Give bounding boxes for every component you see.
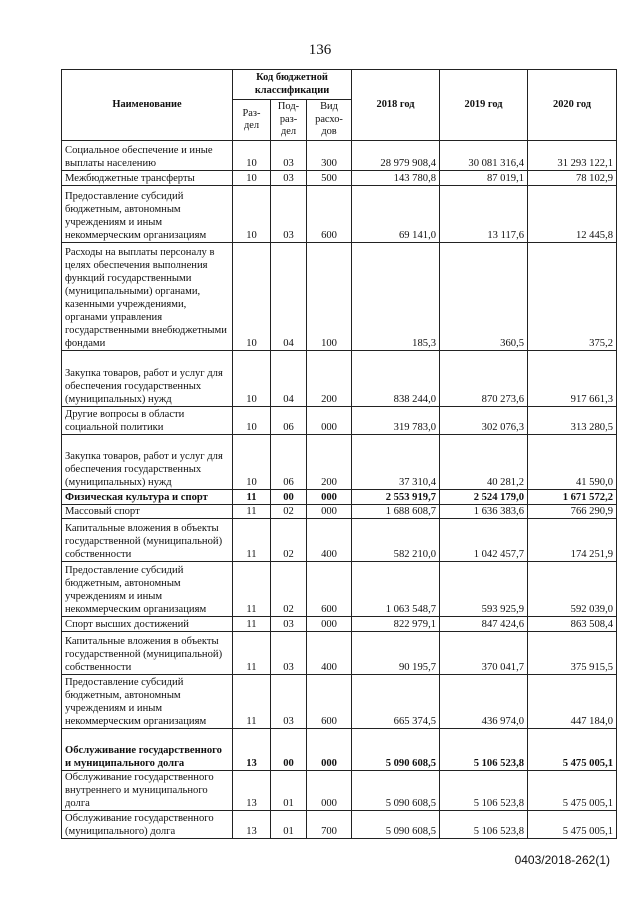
table-row [62,771,617,811]
row-section: 11 [233,519,271,562]
table-row [62,171,617,186]
row-value-2020: 447 184,0 [528,675,617,729]
row-expense-type: 600 [307,186,352,243]
row-expense-type: 000 [307,407,352,435]
row-section: 11 [233,562,271,617]
row-name: Обслуживание государственного внутреннего и муниципального долга [62,771,233,811]
row-expense-type: 100 [307,243,352,351]
row-subsection: 03 [271,675,307,729]
row-expense-type: 000 [307,617,352,632]
row-name: Предоставление субсидий бюджетным, автономным учреждениям и иным некоммерческим организациям [62,186,233,243]
row-subsection: 06 [271,435,307,490]
row-expense-type: 600 [307,675,352,729]
row-value-2019: 302 076,3 [440,407,528,435]
header-2020: 2020 год [528,70,617,141]
row-value-2020: 5 475 005,1 [528,729,617,771]
row-expense-type: 400 [307,632,352,675]
row-value-2019: 847 424,6 [440,617,528,632]
row-name: Расходы на выплаты персоналу в целях обеспечения выполнения функций государственными (муниципальными) органами, казенными учреждениями, органами управления государственными внебюджетными фондами [62,243,233,351]
header-2019: 2019 год [440,70,528,141]
row-section: 11 [233,505,271,519]
row-value-2020: 1 671 572,2 [528,490,617,505]
row-value-2019: 1 042 457,7 [440,519,528,562]
row-value-2019: 5 106 523,8 [440,811,528,839]
row-value-2019: 593 925,9 [440,562,528,617]
row-value-2020: 863 508,4 [528,617,617,632]
table-row [62,675,617,729]
row-name: Закупка товаров, работ и услуг для обеспечения государственных (муниципальных) нужд [62,351,233,407]
header-code-group: Код бюджетной классификации [233,70,352,100]
row-value-2018: 5 090 608,5 [352,729,440,771]
row-expense-type: 000 [307,490,352,505]
row-subsection: 00 [271,729,307,771]
table-row [62,351,617,407]
row-value-2018: 838 244,0 [352,351,440,407]
row-value-2019: 870 273,6 [440,351,528,407]
table-row [62,729,617,771]
row-value-2020: 592 039,0 [528,562,617,617]
table-row [62,243,617,351]
row-value-2018: 1 063 548,7 [352,562,440,617]
row-value-2020: 766 290,9 [528,505,617,519]
row-value-2019: 5 106 523,8 [440,729,528,771]
row-subsection: 02 [271,562,307,617]
row-value-2018: 665 374,5 [352,675,440,729]
row-subsection: 06 [271,407,307,435]
row-value-2020: 31 293 122,1 [528,141,617,171]
row-value-2020: 375 915,5 [528,632,617,675]
row-expense-type: 700 [307,811,352,839]
row-value-2020: 41 590,0 [528,435,617,490]
table-row [62,186,617,243]
row-value-2018: 2 553 919,7 [352,490,440,505]
row-value-2018: 582 210,0 [352,519,440,562]
row-expense-type: 200 [307,435,352,490]
row-subsection: 01 [271,771,307,811]
page-number: 136 [308,42,332,58]
row-subsection: 02 [271,505,307,519]
row-value-2020: 12 445,8 [528,186,617,243]
row-subsection: 03 [271,632,307,675]
row-value-2020: 313 280,5 [528,407,617,435]
row-name: Другие вопросы в области социальной политики [62,407,233,435]
row-section: 11 [233,490,271,505]
budget-table [61,69,617,839]
row-value-2020: 174 251,9 [528,519,617,562]
row-name: Физическая культура и спорт [62,490,233,505]
row-value-2019: 2 524 179,0 [440,490,528,505]
row-name: Капитальные вложения в объекты государственной (муниципальной) собственности [62,632,233,675]
row-section: 10 [233,243,271,351]
row-section: 10 [233,186,271,243]
row-section: 11 [233,617,271,632]
row-section: 13 [233,729,271,771]
row-subsection: 03 [271,617,307,632]
row-name: Социальное обеспечение и иные выплаты населению [62,141,233,171]
row-value-2020: 5 475 005,1 [528,771,617,811]
row-value-2020: 917 661,3 [528,351,617,407]
row-value-2019: 30 081 316,4 [440,141,528,171]
table-row [62,632,617,675]
row-value-2018: 37 310,4 [352,435,440,490]
row-value-2018: 5 090 608,5 [352,811,440,839]
header-section: Раз-дел [233,100,271,141]
row-value-2018: 90 195,7 [352,632,440,675]
row-section: 13 [233,811,271,839]
row-name: Массовый спорт [62,505,233,519]
row-subsection: 03 [271,186,307,243]
table-row [62,811,617,839]
row-name: Спорт высших достижений [62,617,233,632]
row-subsection: 00 [271,490,307,505]
row-section: 11 [233,675,271,729]
row-value-2019: 1 636 383,6 [440,505,528,519]
header-expense-type: Вид расхо-дов [307,100,352,141]
table-row [62,141,617,171]
row-section: 10 [233,351,271,407]
row-value-2020: 5 475 005,1 [528,811,617,839]
row-name: Капитальные вложения в объекты государственной (муниципальной) собственности [62,519,233,562]
row-subsection: 04 [271,351,307,407]
table-row [62,490,617,505]
table-row [62,562,617,617]
row-value-2018: 185,3 [352,243,440,351]
row-value-2018: 28 979 908,4 [352,141,440,171]
row-expense-type: 600 [307,562,352,617]
row-value-2018: 5 090 608,5 [352,771,440,811]
row-value-2019: 360,5 [440,243,528,351]
row-subsection: 03 [271,171,307,186]
row-value-2019: 436 974,0 [440,675,528,729]
row-name: Предоставление субсидий бюджетным, автономным учреждениям и иным некоммерческим организациям [62,675,233,729]
row-name: Обслуживание государственного и муниципального долга [62,729,233,771]
row-section: 13 [233,771,271,811]
document-code: 0403/2018-262(1) [514,853,610,867]
table-row [62,519,617,562]
table-row [62,407,617,435]
row-expense-type: 000 [307,771,352,811]
row-value-2019: 370 041,7 [440,632,528,675]
row-value-2019: 40 281,2 [440,435,528,490]
row-name: Закупка товаров, работ и услуг для обеспечения государственных (муниципальных) нужд [62,435,233,490]
row-value-2018: 319 783,0 [352,407,440,435]
row-name: Предоставление субсидий бюджетным, автономным учреждениям и иным некоммерческим организациям [62,562,233,617]
row-subsection: 04 [271,243,307,351]
row-section: 10 [233,141,271,171]
row-expense-type: 000 [307,729,352,771]
row-expense-type: 000 [307,505,352,519]
row-expense-type: 200 [307,351,352,407]
row-value-2018: 1 688 608,7 [352,505,440,519]
row-section: 10 [233,171,271,186]
row-value-2019: 87 019,1 [440,171,528,186]
row-section: 10 [233,407,271,435]
row-value-2018: 143 780,8 [352,171,440,186]
table-row [62,435,617,490]
row-value-2018: 69 141,0 [352,186,440,243]
row-expense-type: 400 [307,519,352,562]
row-subsection: 02 [271,519,307,562]
table-row [62,617,617,632]
row-subsection: 01 [271,811,307,839]
row-value-2019: 5 106 523,8 [440,771,528,811]
row-name: Обслуживание государственного (муниципального) долга [62,811,233,839]
header-name: Наименование [62,70,233,141]
row-expense-type: 300 [307,141,352,171]
row-section: 10 [233,435,271,490]
row-value-2019: 13 117,6 [440,186,528,243]
row-value-2018: 822 979,1 [352,617,440,632]
row-value-2020: 375,2 [528,243,617,351]
table-row [62,505,617,519]
row-section: 11 [233,632,271,675]
header-subsection: Под-раз-дел [271,100,307,141]
row-subsection: 03 [271,141,307,171]
row-expense-type: 500 [307,171,352,186]
header-2018: 2018 год [352,70,440,141]
row-value-2020: 78 102,9 [528,171,617,186]
row-name: Межбюджетные трансферты [62,171,233,186]
table-body [62,141,617,839]
